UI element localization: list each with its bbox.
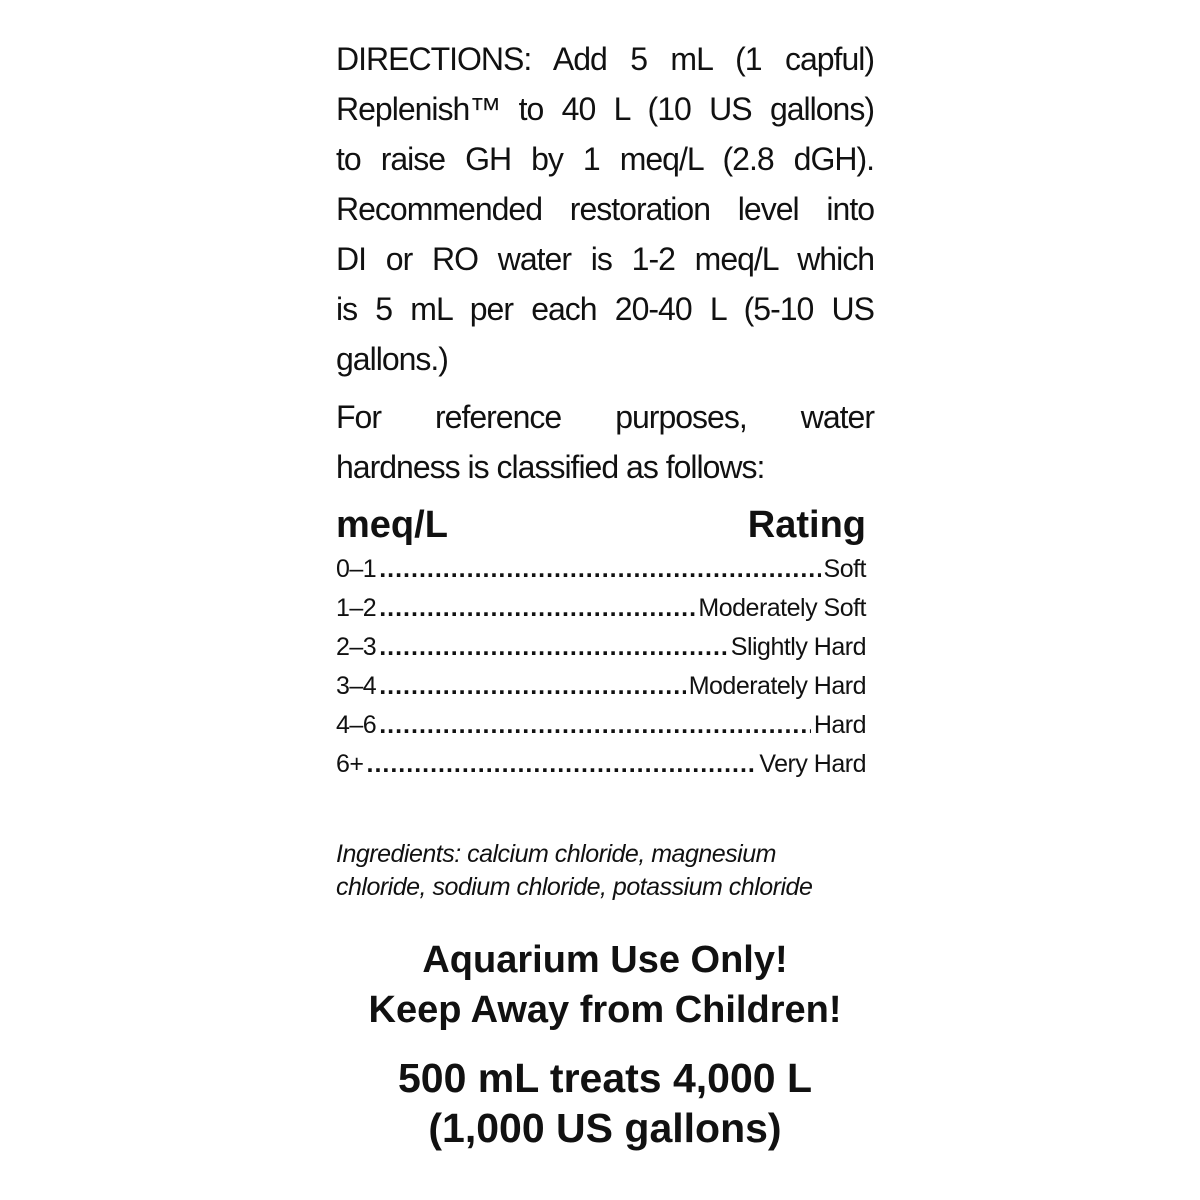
row-rating: Hard xyxy=(813,711,866,739)
dot-leader xyxy=(379,589,695,628)
reference-line: hardness is classified as follows: xyxy=(336,449,765,485)
header-rating: Rating xyxy=(747,504,866,546)
directions-paragraph xyxy=(336,34,874,384)
reference-paragraph xyxy=(336,392,874,492)
dot-leader xyxy=(367,745,757,784)
table-row xyxy=(336,589,866,628)
directions-line: DIRECTIONS: Add 5 mL (1 capful) xyxy=(336,41,874,77)
table-row xyxy=(336,706,866,745)
row-range: 6+ xyxy=(336,750,364,778)
row-rating: Very Hard xyxy=(759,750,866,778)
table-row xyxy=(336,667,866,706)
row-rating: Slightly Hard xyxy=(730,633,866,661)
directions-line: Recommended restoration level into xyxy=(336,191,874,227)
row-rating: Moderately Hard xyxy=(688,672,866,700)
row-range: 2–3 xyxy=(336,633,377,661)
dot-leader xyxy=(379,667,685,706)
dot-leader xyxy=(379,550,820,589)
reference-line: For reference purposes, water xyxy=(336,399,874,435)
directions-line: is 5 mL per each 20-40 L (5-10 US xyxy=(336,291,874,327)
row-rating: Soft xyxy=(823,555,866,583)
row-range: 4–6 xyxy=(336,711,377,739)
treatment-volume xyxy=(300,1053,910,1153)
header-range: meq/L xyxy=(336,504,448,546)
directions-line: gallons.) xyxy=(336,341,448,377)
ingredients-line: Ingredients: calcium chloride, magnesium xyxy=(336,840,776,868)
treat-line: (1,000 US gallons) xyxy=(428,1105,782,1151)
directions-line: to raise GH by 1 meq/L (2.8 dGH). xyxy=(336,141,874,177)
table-row xyxy=(336,628,866,667)
warnings xyxy=(300,935,910,1035)
row-range: 0–1 xyxy=(336,555,377,583)
table-header xyxy=(336,500,866,550)
dot-leader xyxy=(379,706,811,745)
ingredients xyxy=(336,838,874,904)
row-range: 3–4 xyxy=(336,672,377,700)
row-range: 1–2 xyxy=(336,594,377,622)
table-row xyxy=(336,550,866,589)
treat-line: 500 mL treats 4,000 L xyxy=(397,1055,813,1101)
row-rating: Moderately Soft xyxy=(698,594,866,622)
table-row xyxy=(336,745,866,784)
dot-leader xyxy=(379,628,728,667)
warning-line: Aquarium Use Only! xyxy=(422,939,788,981)
warning-line: Keep Away from Children! xyxy=(368,989,842,1031)
directions-line: Replenish™ to 40 L (10 US gallons) xyxy=(336,91,874,127)
ingredients-line: chloride, sodium chloride, potassium chloride xyxy=(336,873,813,901)
directions-line: DI or RO water is 1-2 meq/L which xyxy=(336,241,874,277)
hardness-table xyxy=(336,500,866,784)
